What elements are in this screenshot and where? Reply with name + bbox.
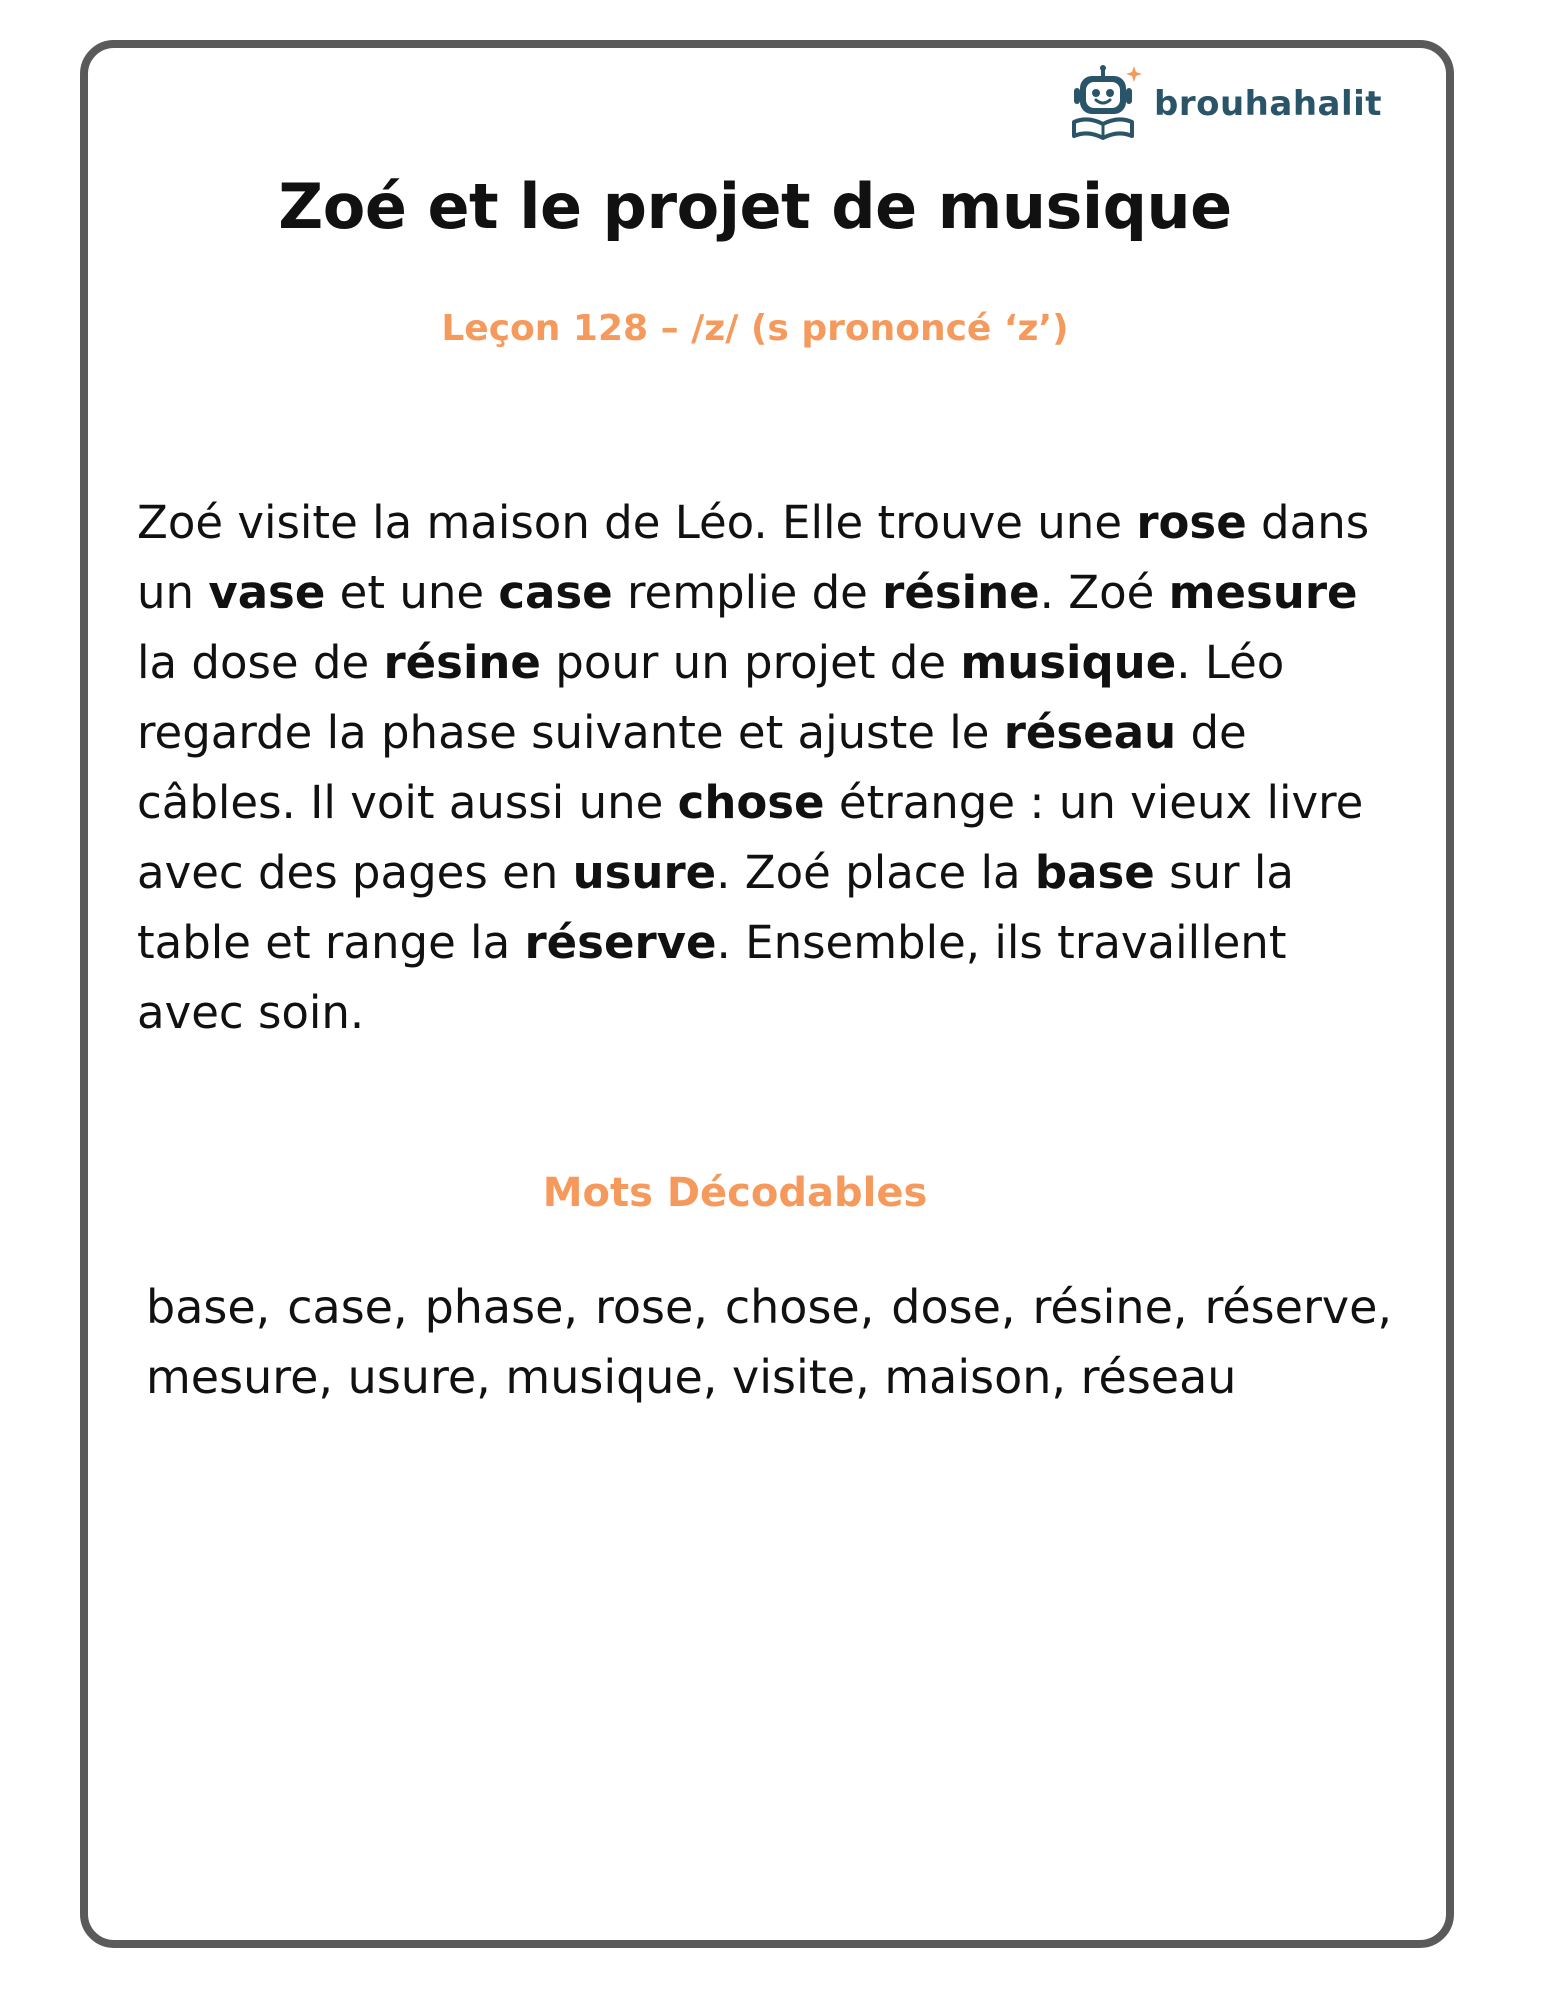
- page-title: Zoé et le projet de musique: [278, 170, 1232, 243]
- story-text: . Léo regarde la phase suivante et ajuste le: [137, 636, 1285, 759]
- decodable-word: réseau: [1003, 706, 1177, 759]
- lesson-subtitle: Leçon 128 – /z/ (s prononcé ‘z’): [441, 308, 1069, 349]
- story-text: . Zoé place la: [716, 846, 1035, 899]
- story-text: de câbles. Il voit aussi une: [137, 706, 1247, 829]
- brand-logo: [1070, 64, 1382, 144]
- decodable-word: usure: [572, 846, 717, 899]
- decodable-word: résine: [383, 636, 541, 689]
- story-paragraph: [137, 488, 1407, 1048]
- decodable-word: chose: [677, 776, 825, 829]
- story-text: la dose de: [137, 636, 384, 689]
- decodable-word: mesure: [1168, 566, 1358, 619]
- story-text: dans un: [137, 496, 1370, 619]
- decodable-word: résine: [882, 566, 1040, 619]
- story-text: étrange : un vieux livre avec des pages en: [137, 776, 1364, 899]
- story-text: et une: [325, 566, 499, 619]
- decodable-words-list: base, case, phase, rose, chose, dose, résine, réserve, mesure, usure, musique, visite, maison, réseau: [146, 1280, 1392, 1404]
- decodable-word: réserve: [524, 916, 717, 969]
- story-text: sur la table et range la: [137, 846, 1294, 969]
- decodable-word: base: [1034, 846, 1155, 899]
- decodable-word: case: [498, 566, 613, 619]
- decodable-word: rose: [1136, 496, 1247, 549]
- brand-name: brouhahalit: [1154, 84, 1383, 124]
- story-text: Zoé visite la maison de Léo. Elle trouve une: [137, 496, 1137, 549]
- story-text: pour un projet de: [540, 636, 961, 689]
- story-text: . Ensemble, ils travaillent avec soin.: [137, 916, 1287, 1039]
- story-text: remplie de: [612, 566, 883, 619]
- decodable-words-heading: Mots Décodables: [542, 1170, 928, 1216]
- decodable-word: vase: [208, 566, 326, 619]
- decodable-word: musique: [960, 636, 1177, 689]
- robot-reading-book-icon: [1070, 64, 1144, 144]
- story-text: . Zoé: [1039, 566, 1169, 619]
